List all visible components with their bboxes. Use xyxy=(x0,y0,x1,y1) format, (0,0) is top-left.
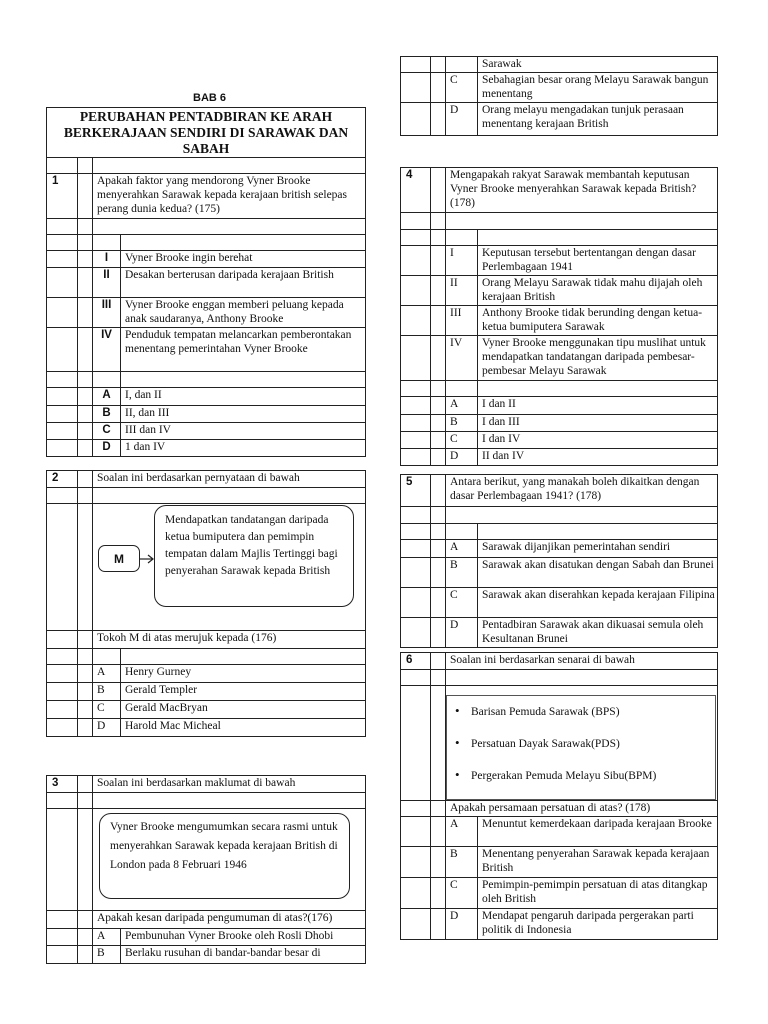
option-text: Gerald Templer xyxy=(121,683,366,701)
list-item: • Barisan Pemuda Sarawak (BPS) xyxy=(447,705,715,737)
question-intro: Soalan ini berdasarkan maklumat di bawah xyxy=(93,776,366,793)
option-letter: B xyxy=(93,683,121,701)
option-text: Sebahagian besar orang Melayu Sarawak bangun menentang xyxy=(478,73,718,103)
option-text: I dan IV xyxy=(478,432,718,449)
statement-text: Penduduk tempatan melancarkan pemberontakan menentang pemerintahan Vyner Brooke xyxy=(121,328,366,372)
statement-text: Vyner Brooke menggunakan tipu muslihat untuk mendapatkan tandatangan daripada pembesar-pembesar Melayu Sarawak xyxy=(478,336,718,381)
option-text: I dan II xyxy=(478,397,718,415)
option-letter: A xyxy=(93,388,121,406)
option-text: Henry Gurney xyxy=(121,665,366,683)
option-text: I dan III xyxy=(478,415,718,432)
question-3-continued xyxy=(400,56,718,136)
option-text: Sarawak xyxy=(478,57,718,73)
option-letter: D xyxy=(446,449,478,466)
option-text: Orang melayu mengadakan tunjuk perasaan menentang kerajaan British xyxy=(478,103,718,136)
question-text: Mengapakah rakyat Sarawak membantah keputusan Vyner Brooke menyerahkan Sarawak kepada British? (178) xyxy=(446,168,718,213)
statement-text: Desakan berterusan daripada kerajaan British xyxy=(121,268,366,298)
figure-m-label: M xyxy=(98,545,140,572)
question-number: 4 xyxy=(401,168,431,213)
statement-text: Anthony Brooke tidak berunding dengan ketua-ketua bumiputera Sarawak xyxy=(478,306,718,336)
option-text: Menuntut kemerdekaan daripada kerajaan Brooke xyxy=(478,817,718,847)
option-text: I, dan II xyxy=(121,388,366,406)
option-text: III dan IV xyxy=(121,423,366,440)
option-letter: B xyxy=(446,558,478,588)
option-letter: C xyxy=(446,588,478,618)
question-number: 3 xyxy=(47,776,78,793)
organisation-list-box xyxy=(446,695,716,800)
option-letter: C xyxy=(446,878,478,909)
statement-numeral: II xyxy=(93,268,121,298)
option-text: Mendapat pengaruh daripada pergerakan parti politik di Indonesia xyxy=(478,909,718,940)
statement-numeral: III xyxy=(446,306,478,336)
option-text: Sarawak akan diserahkan kepada kerajaan Filipina xyxy=(478,588,718,618)
statement-numeral: II xyxy=(446,276,478,306)
option-letter: C xyxy=(446,73,478,103)
question-number: 5 xyxy=(401,475,431,507)
option-letter: A xyxy=(446,817,478,847)
statement-box: Mendapatkan tandatangan daripada ketua bumiputera dan pemimpin tempatan dalam Majlis Tertinggi bagi penyerahan Sarawak kepada British xyxy=(154,505,354,607)
list-item: • Persatuan Dayak Sarawak(PDS) xyxy=(447,737,715,769)
statement-numeral: IV xyxy=(93,328,121,372)
question-text: Tokoh M di atas merujuk kepada (176) xyxy=(93,631,366,649)
option-text: Menentang penyerahan Sarawak kepada kerajaan British xyxy=(478,847,718,878)
option-text: Pentadbiran Sarawak akan dikuasai semula oleh Kesultanan Brunei xyxy=(478,618,718,648)
option-letter: D xyxy=(93,719,121,737)
option-letter xyxy=(446,57,478,73)
question-number: 6 xyxy=(401,653,431,670)
statement-text: Orang Melayu Sarawak tidak mahu dijajah oleh kerajaan British xyxy=(478,276,718,306)
option-letter: B xyxy=(93,406,121,423)
statement-text: Vyner Brooke ingin berehat xyxy=(121,251,366,268)
option-text: Sarawak dijanjikan pemerintahan sendiri xyxy=(478,540,718,558)
question-number: 1 xyxy=(47,174,78,219)
option-letter: A xyxy=(93,665,121,683)
statement-text: Keputusan tersebut bertentangan dengan dasar Perlembagaan 1941 xyxy=(478,246,718,276)
option-letter: A xyxy=(446,540,478,558)
question-number: 2 xyxy=(47,471,78,488)
option-letter: B xyxy=(446,847,478,878)
option-text: Berlaku rusuhan di bandar-bandar besar di xyxy=(121,946,366,964)
list-item: • Pergerakan Pemuda Melayu Sibu(BPM) xyxy=(447,769,715,801)
option-letter: C xyxy=(446,432,478,449)
arrow-right-icon xyxy=(139,552,155,566)
option-text: Sarawak akan disatukan dengan Sabah dan Brunei xyxy=(478,558,718,588)
option-letter: B xyxy=(446,415,478,432)
option-text: II dan IV xyxy=(478,449,718,466)
option-letter: A xyxy=(93,929,121,946)
question-1 xyxy=(46,157,366,457)
question-text: Apakah faktor yang mendorong Vyner Brooke menyerahkan Sarawak kepada kerajaan british selepas perang dunia kedua? (175) xyxy=(93,174,366,219)
option-text: II, dan III xyxy=(121,406,366,423)
option-letter: B xyxy=(93,946,121,964)
option-text: 1 dan IV xyxy=(121,440,366,457)
option-text: Pembunuhan Vyner Brooke oleh Rosli Dhobi xyxy=(121,929,366,946)
statement-text: Vyner Brooke enggan memberi peluang kepada anak saudaranya, Anthony Brooke xyxy=(121,298,366,328)
question-text: Apakah kesan daripada pengumuman di atas?(176) xyxy=(93,911,366,929)
option-letter: D xyxy=(93,440,121,457)
question-intro: Soalan ini berdasarkan senarai di bawah xyxy=(446,653,718,670)
option-letter: D xyxy=(446,103,478,136)
question-5 xyxy=(400,474,718,648)
option-letter: D xyxy=(446,909,478,940)
option-text: Pemimpin-pemimpin persatuan di atas ditangkap oleh British xyxy=(478,878,718,909)
option-letter: C xyxy=(93,701,121,719)
statement-numeral: III xyxy=(93,298,121,328)
option-letter: D xyxy=(446,618,478,648)
option-letter: C xyxy=(93,423,121,440)
statement-numeral: I xyxy=(93,251,121,268)
chapter-label: BAB 6 xyxy=(193,92,227,104)
page-title: PERUBAHAN PENTADBIRAN KE ARAH BERKERAJAAN SENDIRI DI SARAWAK DAN SABAH xyxy=(46,107,366,158)
question-4 xyxy=(400,167,718,466)
statement-numeral: IV xyxy=(446,336,478,381)
question-text: Apakah persamaan persatuan di atas? (178) xyxy=(446,801,718,817)
info-box: Vyner Brooke mengumumkan secara rasmi untuk menyerahkan Sarawak kepada kerajaan British di London pada 8 Februari 1946 xyxy=(99,813,350,899)
question-intro: Soalan ini berdasarkan pernyataan di bawah xyxy=(93,471,366,488)
statement-numeral: I xyxy=(446,246,478,276)
option-text: Gerald MacBryan xyxy=(121,701,366,719)
question-text: Antara berikut, yang manakah boleh dikaitkan dengan dasar Perlembagaan 1941? (178) xyxy=(446,475,718,507)
option-text: Harold Mac Micheal xyxy=(121,719,366,737)
option-letter: A xyxy=(446,397,478,415)
